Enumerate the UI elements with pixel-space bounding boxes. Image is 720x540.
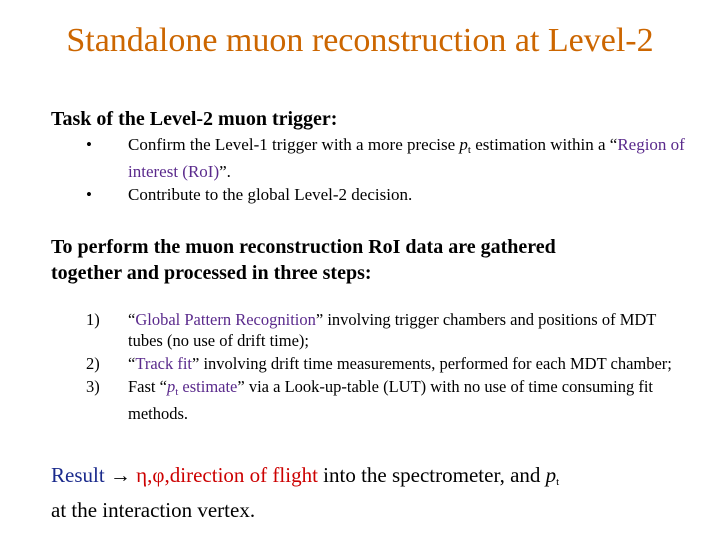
list-item: • Contribute to the global Level-2 decision. [86, 185, 413, 204]
section-heading-task: Task of the Level-2 muon trigger: [51, 108, 338, 130]
list-item: 1) “Global Pattern Recognition” involving trigger chambers and positions of MDT tubes (no use of drift time); [86, 310, 657, 350]
list-item: 3) Fast “$p_t$ estimate” via a Look-up-table (LUT) with no use of time consuming fit methods. [86, 377, 653, 423]
step-highlight: Track fit [135, 354, 193, 373]
list-item: • Confirm the Level-1 trigger with a more precise $p_t$ estimation within a “Region of interest (RoI)”. [86, 135, 685, 181]
steps-list [86, 309, 676, 426]
bullet-icon: • [86, 185, 92, 204]
roi-highlight: Region of interest (RoI) [128, 135, 685, 181]
arrow-right-icon: → [109, 463, 131, 487]
step-highlight: Global Pattern Recognition [135, 310, 316, 329]
list-item: 2) “Track fit” involving drift time measurements, performed for each MDT chamber; [86, 354, 672, 373]
bullet-icon: • [86, 135, 92, 154]
result-label: Result [51, 463, 105, 487]
slide-title: Standalone muon reconstruction at Level-2 [66, 22, 654, 59]
result-statement: Result → η,φ,direction of flight into the spectrometer, and $p_t$ at the interaction vertex. [51, 463, 560, 522]
direction-highlight: direction of flight [169, 463, 318, 487]
section-heading-steps: To perform the muon reconstruction RoI data are gathered together and processed in three steps: [51, 236, 556, 284]
task-bullet-list [86, 134, 686, 207]
step-highlight: estimate [178, 377, 238, 396]
